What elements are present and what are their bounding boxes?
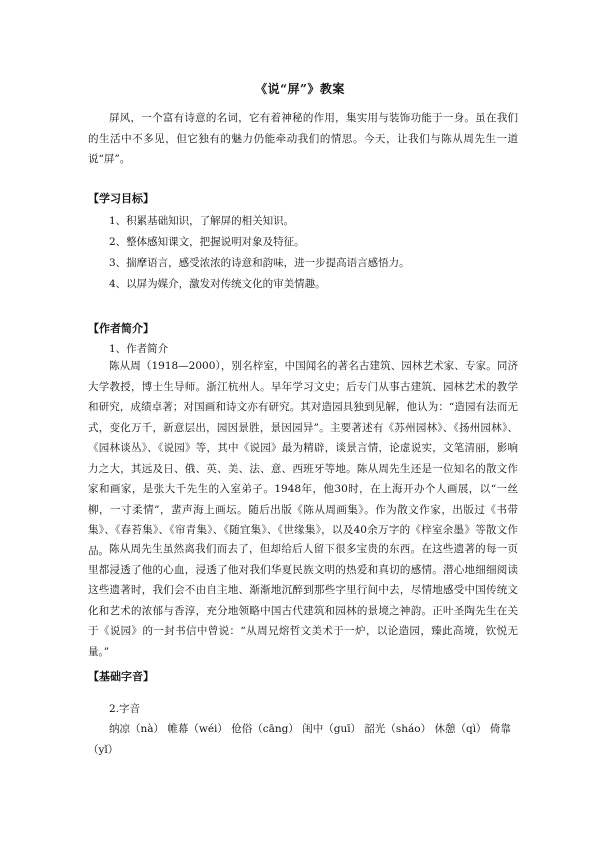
- basics-heading: 【基础字音】: [88, 670, 154, 683]
- author-legacy-paragraph: 陈从周先生虽然离我们而去了，但却给后人留下很多宝贵的东西。在这些遗著的每一页里都浸透了他的心血，浸透了他对我们华夏民族文明的热爱和真切的感情。潜心地细细阅读这些遗著时，我们会不由自主地、渐渐地沉醉到那些字里行间中去，尽情地感受中国传统文化和艺术的浓郁与香淳，充分地领略中国古代建筑和园林的景境之神韵。正叶圣陶先生在关于《说园》的一封书信中曾说：“从周兄熔哲文美术于一炉，以论造园，臻此高境，钦悦无量。”: [88, 543, 518, 658]
- author-subheading: 1、作者简介: [109, 343, 169, 355]
- author-bio-paragraph: 陈从周（1918—2000），别名梓室，中国闻名的著名古建筑、园林艺术家、专家。同济大学教授，博士生导师。浙江杭州人。早年学习文史；后专门从事古建筑、园林艺术的教学和研究，成绩卓著；对国画和诗文亦有研究。其对造园具独到见解，他认为：“造园有法而无式，变化万千，新意层出，园因景胜，景因园异”。主要著述有《苏州园林》、《扬州园林》、《园林谈丛》、《说园》等，其中《说园》最为精辟，谈景言情，论虚说实，文笔清丽，影响力之大，其远及日、俄、英、美、法、意、西班牙等地。陈从周先生还是一位知名的散文作家和画家，是张大千先生的入室弟子。1948年，他30时，在上海开办个人画展，以“一丝柳，一寸柔情”，蜚声海上画坛。随后出版《陈从周画集》。作为散文作家，出版过《书带集》、《春苔集》、《帘青集》、《随宜集》、《世缘集》，以及40余万字的《梓室余墨》等散文作品。: [88, 360, 518, 557]
- goal-item: 2、整体感知课文，把握说明对象及特征。: [109, 236, 305, 248]
- pronunciation-line: （yǐ）: [88, 744, 119, 756]
- author-heading: 【作者简介】: [88, 322, 154, 335]
- goals-heading: 【学习目标】: [88, 192, 154, 205]
- page-title: 《说“屏”》教案: [255, 82, 345, 96]
- goal-item: 3、揣摩语言，感受浓浓的诗意和韵味，进一步提高语言感悟力。: [109, 257, 410, 269]
- goal-item: 4、以屏为媒介，激发对传统文化的审美情趣。: [109, 278, 326, 290]
- goal-item: 1、积累基础知识，了解屏的相关知识。: [109, 215, 295, 227]
- intro-paragraph: 屏风，一个富有诗意的名词，它有着神秘的作用，集实用与装饰功能于一身。虽在我们的生活中不多见，但它独有的魅力仍能牵动我们的情思。今天，让我们与陈从周先生一道说“屏”。: [88, 112, 518, 165]
- pronunciation-line: 纳凉（nà） 帷幕（wéi） 伧俗（cāng） 闺中（guī） 韶光（sháo） 休憩（qì） 倚靠: [109, 723, 511, 735]
- basics-subheading: 2.字音: [109, 703, 141, 715]
